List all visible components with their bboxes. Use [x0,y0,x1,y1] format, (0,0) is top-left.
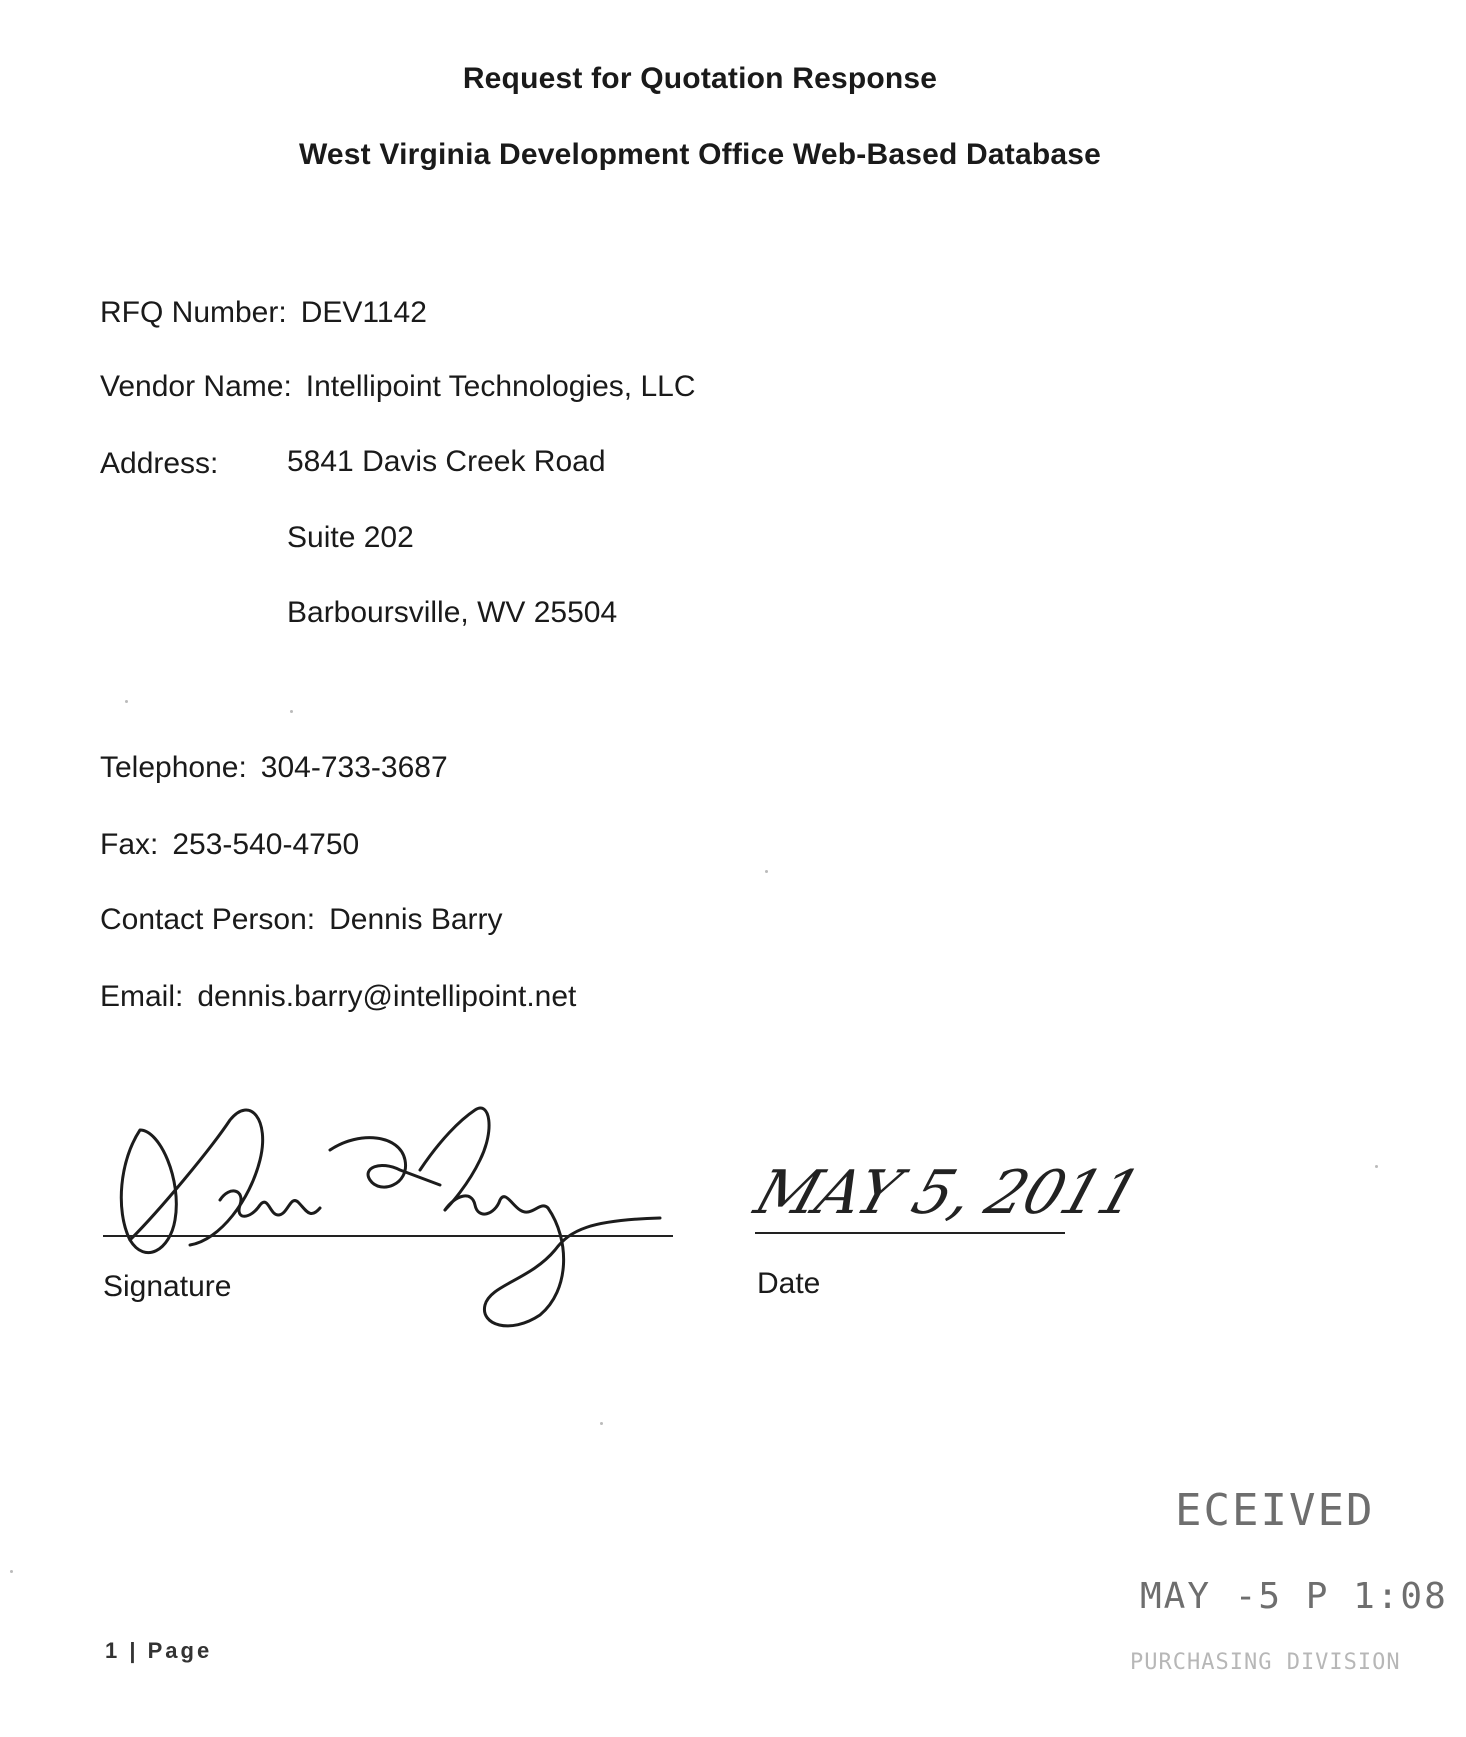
rfq-number-value: DEV1142 [300,296,427,329]
contact-person-value: Dennis Barry [329,903,503,936]
signature-line [103,1235,673,1237]
document-title: Request for Quotation Response [462,62,938,95]
scan-speck [600,1422,603,1425]
scan-speck [1375,1165,1378,1168]
scan-speck [765,870,768,873]
scan-speck [290,710,293,713]
received-stamp-line-3: PURCHASING DIVISION [1130,1650,1401,1675]
fax-value: 253-540-4750 [172,828,360,861]
telephone-label: Telephone: [100,751,247,784]
telephone-row [100,751,448,785]
handwritten-signature [100,1090,680,1350]
contact-person-row [100,903,503,937]
signature-caption: Signature [103,1270,232,1303]
fax-row [100,828,359,862]
contact-person-label: Contact Person: [100,903,316,936]
address-line-2: Suite 202 [287,521,414,554]
vendor-name-label: Vendor Name: [100,370,292,403]
rfq-number-row [100,296,427,330]
telephone-value: 304-733-3687 [260,751,448,784]
email-label: Email: [100,980,184,1013]
address-label: Address: [100,447,219,480]
vendor-name-value: Intellipoint Technologies, LLC [305,370,696,403]
scan-speck [10,1570,13,1573]
received-stamp-line-1: ECEIVED [1175,1485,1375,1536]
scan-speck [125,700,128,703]
received-stamp-line-2: MAY -5 P 1:08 [1140,1576,1448,1617]
rfq-number-label: RFQ Number: [100,296,287,329]
address-line-3: Barboursville, WV 25504 [287,596,618,629]
vendor-name-row [100,370,696,404]
handwritten-date: MAY 5, 2011 [746,1158,1149,1228]
email-value: dennis.barry@intellipoint.net [197,980,577,1013]
address-line-1: 5841 Davis Creek Road [287,445,606,478]
date-line [755,1232,1065,1234]
email-row [100,980,576,1014]
date-caption: Date [757,1267,821,1300]
document-subtitle: West Virginia Development Office Web-Based Database [298,138,1102,171]
fax-label: Fax: [100,828,159,861]
page-number: 1 | Page [105,1638,213,1663]
